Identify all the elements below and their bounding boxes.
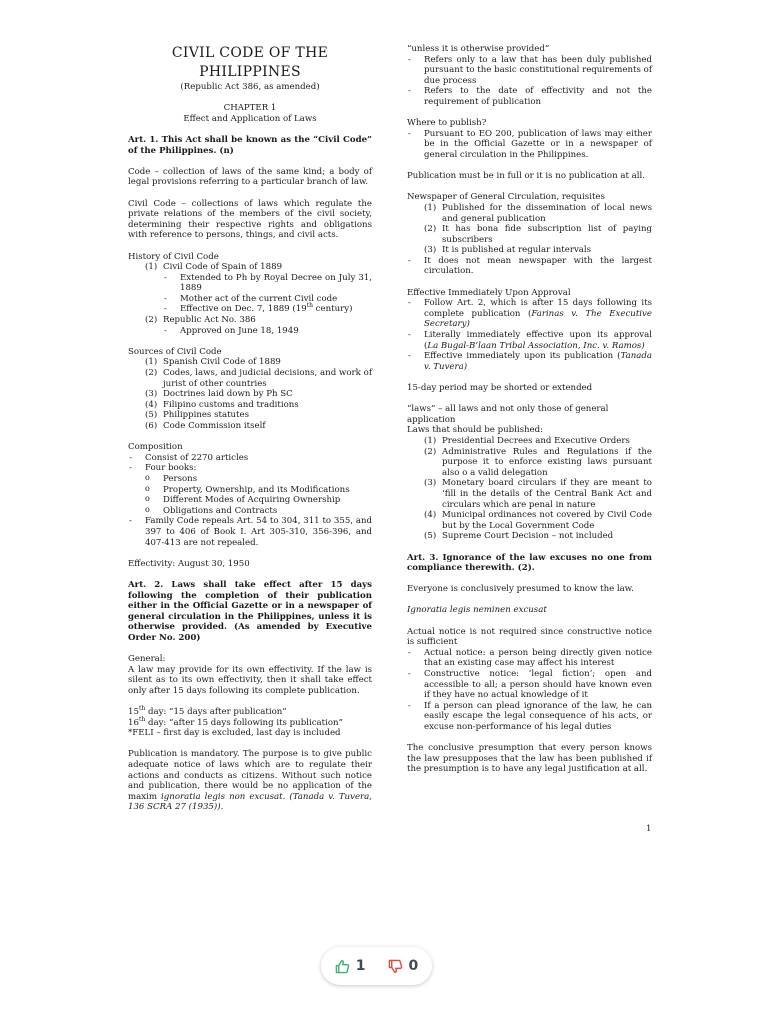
history-list: [128, 262, 372, 273]
notice-item: - Constructive notice: ‘legal fiction’; open and accessible to all; a person should have known even if they have no actual knowledge of it: [407, 669, 652, 701]
publication-paragraph: Publication is mandatory. The purpose is to give public adequate notice of laws which are to regulate their actions and conducts as citizens. Without such notice and publication, there would be no application of the maxim ignoratia legis non excusat. (Tanada v. Tuvera, 136 SCRA 27 (1935)).: [128, 749, 372, 813]
sources-list: [128, 357, 372, 431]
notice-item: - Actual notice: a person being directly given notice that an existing case may affect his interest: [407, 648, 652, 669]
sources-heading: Sources of Civil Code: [128, 346, 222, 357]
unless-heading: “unless it is otherwise provided”: [407, 44, 550, 54]
composition-item: - Four books:: [128, 463, 372, 474]
history-item: (1) Civil Code of Spain of 1889: [145, 262, 283, 273]
laws-publication-item: (1) Presidential Decrees and Executive Orders: [424, 435, 630, 446]
chapter-heading: CHAPTER 1: [223, 103, 277, 114]
notice-item: - If a person can plead ignorance of the law, he can easily escape the legal consequence of his acts, or excuse non-performance of his legal duties: [407, 701, 652, 733]
history-list: [128, 315, 372, 326]
code-definition: Code – collection of laws of the same kind; a body of legal provisions referring to a particular branch of law.: [128, 166, 372, 188]
source-item: (1) Spanish Civil Code of 1889: [145, 357, 281, 368]
article-3: Art. 3. Ignorance of the law excuses no one from compliance therewith. (2).: [407, 552, 652, 574]
shortened-note: 15-day period may be shorted or extended: [407, 383, 593, 393]
effective-item: - Effective immediately upon its publication (Tanada v. Tuvera): [407, 351, 652, 372]
page-number: 1: [646, 824, 652, 834]
legal-maxim: Ignoratia legis neminen excusat: [407, 605, 547, 616]
upvote-button[interactable]: [335, 958, 366, 974]
general-text: A law may provide for its own effectivity. If the law is silent as to its own effectivity, then it shall take effect only after 15 days following its complete publication.: [128, 664, 372, 696]
where-heading: Where to publish?: [407, 118, 487, 129]
effective-item: - Follow Art. 2, which is after 15 days following its complete publication (Farinas v. The Executive Secretary): [407, 298, 652, 330]
effective-item: - Literally immediately effective upon its approval (La Bugal-B’laan Tribal Association, Inc. v. Ramos): [407, 330, 652, 351]
feli-note: *FELI – first day is excluded, last day is included: [128, 728, 341, 739]
notice-list: [407, 648, 652, 733]
where-list: [407, 129, 652, 161]
newspaper-note: - It does not mean newspaper with the largest circulation.: [407, 256, 652, 277]
laws-definition: “laws” – all laws and not only those of general application: [407, 404, 609, 425]
history-subitem: - Mother act of the current Civil code: [163, 294, 372, 305]
composition-heading: Composition: [128, 442, 183, 453]
day-15-note: 15th day: “15 days after publication”: [128, 705, 287, 718]
history-heading: History of Civil Code: [128, 251, 219, 262]
where-item: - Pursuant to EO 200, publication of laws may either be in the Official Gazette or in a newspaper of general circulation in the Philippines.: [407, 129, 652, 161]
newspaper-item: (2) It has bona fide subscription list of paying subscribers: [424, 224, 652, 245]
effectivity-date: Effectivity: August 30, 1950: [128, 558, 250, 569]
actual-notice-note: Actual notice is not required since constructive notice is sufficient: [407, 626, 652, 648]
history-subitem: - Effective on Dec. 7, 1889 (19th century): [163, 304, 372, 315]
newspaper-notes: [407, 256, 652, 277]
laws-publication-item: (3) Monetary board circulars if they are meant to ‘fill in the details of the Central Bank Act and circulars which are penal in nature: [424, 478, 652, 510]
source-item: (5) Philippines statutes: [145, 410, 250, 421]
thumbs-down-icon: [388, 959, 403, 974]
laws-publication-item: (5) Supreme Court Decision – not included: [424, 531, 614, 542]
unless-item: - Refers to the date of effectivity and not the requirement of publication: [407, 86, 652, 107]
title-line-2: PHILIPPINES: [199, 64, 301, 80]
conclusive-presumption: The conclusive presumption that every person knows the law presupposes that the law has been published if the presumption is to have any legal justification at all.: [407, 743, 652, 775]
history-sublist: [128, 326, 372, 337]
history-item: (2) Republic Act No. 386: [145, 315, 256, 326]
newspaper-heading: Newspaper of General Circulation, requisites: [407, 192, 605, 203]
unless-item: - Refers only to a law that has been duly published pursuant to the basic constitutional requirements of due process: [407, 55, 652, 87]
book-item: o Persons: [145, 474, 372, 485]
source-item: (6) Code Commission itself: [145, 421, 266, 431]
left-column: [128, 44, 372, 813]
composition-list: [128, 516, 372, 548]
history-subitem: - Extended to Ph by Royal Decree on July 31, 1889: [163, 273, 372, 294]
chapter-title: Effect and Application of Laws: [183, 113, 317, 124]
book-item: o Different Modes of Acquiring Ownership: [145, 495, 372, 506]
document-subtitle: (Republic Act 386, as amended): [180, 82, 320, 92]
laws-publication-list: [407, 436, 652, 542]
general-heading: General:: [128, 654, 166, 665]
laws-publication-item: (2) Administrative Rules and Regulations if the purpose it to enforce existing laws pursuant also o a valid delegation: [424, 446, 652, 478]
presumption-note: Everyone is conclusively presumed to know the law.: [407, 584, 634, 595]
laws-publication-item: (4) Municipal ordinances not covered by Civil Code but by the Local Government Code: [424, 510, 652, 531]
effective-heading: Effective Immediately Upon Approval: [407, 287, 571, 298]
source-item: (2) Codes, laws, and judicial decisions, and work of jurist of other countries: [145, 368, 372, 389]
document-title: [128, 44, 372, 82]
laws-publication-heading: Laws that should be published:: [407, 425, 544, 436]
upvote-count: 1: [355, 958, 366, 974]
source-item: (3) Doctrines laid down by Ph SC: [145, 389, 293, 400]
newspaper-item: (1) Published for the dissemination of local news and general publication: [424, 202, 652, 224]
history-sublist: [128, 273, 372, 315]
title-line-1: CIVIL CODE OF THE: [171, 45, 329, 61]
thumbs-up-icon: [335, 959, 350, 974]
composition-list: [128, 453, 372, 474]
full-publication-note: Publication must be in full or it is no publication at all.: [407, 171, 646, 182]
unless-list: [407, 55, 652, 108]
article-1: Art. 1. This Act shall be known as the “Civil Code” of the Philippines. (n): [128, 134, 372, 156]
effective-list: [407, 298, 652, 372]
newspaper-item: (3) It is published at regular intervals: [424, 245, 592, 256]
day-16-note: 16th day: “after 15 days following its publication”: [128, 715, 343, 728]
vote-bar: [321, 947, 432, 985]
books-list: [128, 474, 372, 516]
composition-item: - Family Code repeals Art. 54 to 304, 311 to 355, and 397 to 406 of Book I. Art 305-310, 356-396, and 407-413 are not repealed.: [128, 516, 372, 548]
downvote-count: 0: [408, 958, 419, 974]
book-item: o Obligations and Contracts: [145, 506, 372, 517]
book-item: o Property, Ownership, and its Modifications: [145, 485, 372, 496]
history-subitem: - Approved on June 18, 1949: [163, 326, 372, 337]
article-2: Art. 2. Laws shall take effect after 15 days following the completion of their publication either in the Official Gazette or in a newspaper of general circulation in the Philippines, unless it is otherwise provided. (As amended by Executive Order No. 200): [128, 579, 372, 643]
downvote-button[interactable]: [388, 958, 419, 974]
civil-code-definition: Civil Code – collections of laws which regulate the private relations of the members of the civil society, determining their respective rights and obligations with reference to persons, things, and civil acts.: [128, 198, 372, 241]
source-item: (4) Filipino customs and traditions: [145, 399, 299, 410]
right-column: [407, 44, 652, 775]
composition-item: - Consist of 2270 articles: [128, 453, 372, 464]
newspaper-list: [407, 203, 652, 256]
